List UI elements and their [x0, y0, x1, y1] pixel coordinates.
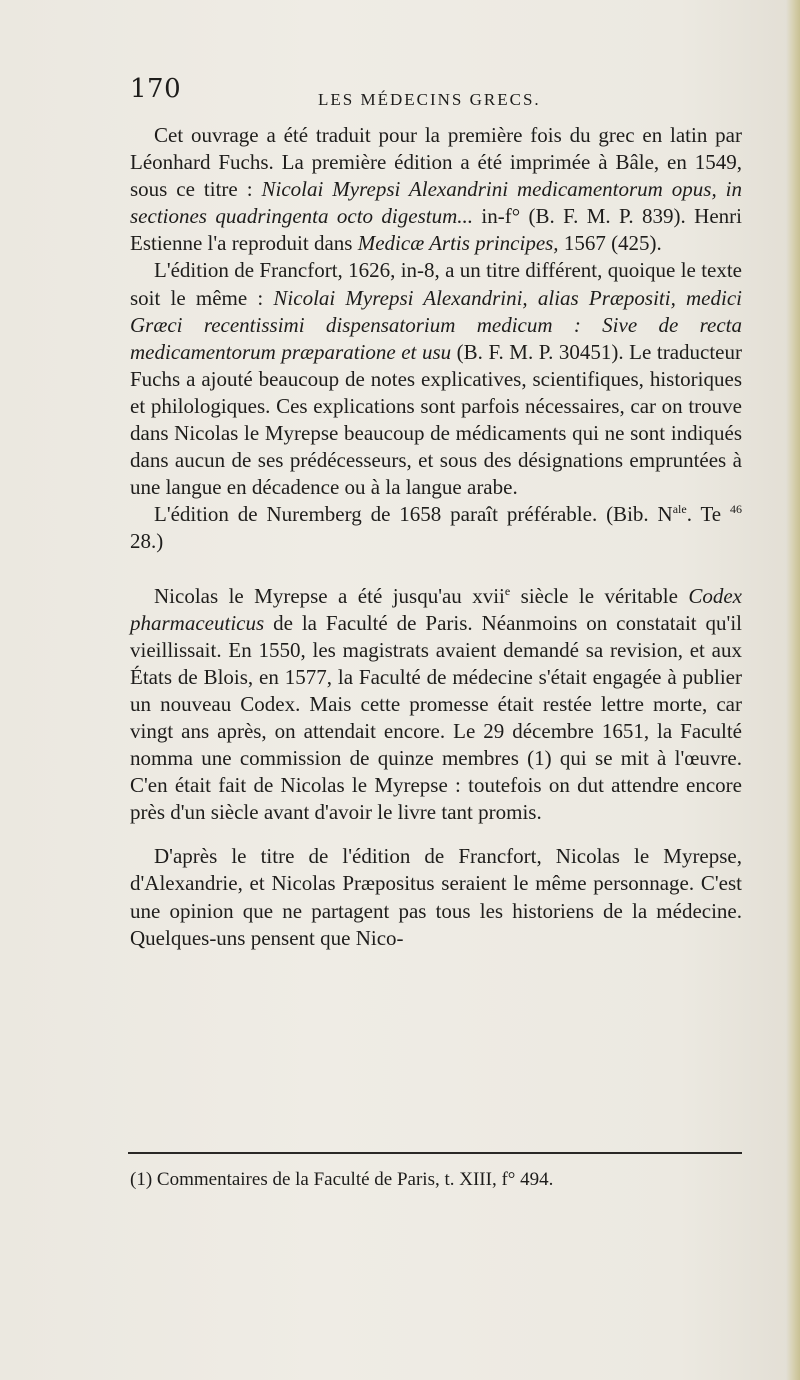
p1-text-c: in-f° (B. F. M. P. 839). Henri Estienne l'a reproduit dans — [130, 204, 742, 256]
p4-text-a: Nicolas le Myrepse a été jusqu'au xvii — [154, 583, 505, 608]
p3-text-a: L'édition de Nuremberg de 1658 paraît préférable. (Bib. N — [154, 502, 673, 527]
p4-text-b: siècle le véritable — [510, 583, 689, 608]
paragraph-5: D'après le titre de l'édition de Francfort, Nicolas le Myrepse, d'Alexandrie, et Nicolas Præpositus seraient le même personnage. C'est une opinion que ne partagent pas tous les historiens de la médecine. Quelques-uns pensent que Nico- — [130, 844, 742, 950]
footnote: (1) Commentaires de la Faculté de Paris, t. XIII, f° 494. — [130, 1169, 554, 1190]
paragraph-3 — [130, 501, 742, 555]
p4-sup-e: e — [504, 583, 511, 598]
running-title: LES MÉDECINS GRECS. — [318, 90, 541, 109]
p2-text-c: (B. F. M. P. 30451). Le traducteur Fuchs a ajouté beaucoup de notes explicatives, scientifiques, historiques et philologiques. Ces explications sont parfois nécessaires, car on trouve dans Nicolas le Myrepse beaucoup de médicaments qui ne sont indiqués dans aucun de ses prédécesseurs, et sous des désignations empruntées à une langue en décadence ou à la langue arabe. — [130, 339, 742, 500]
p2-text-a: L'édition de Francfort, 1626, in-8, a un titre différent, quoique le texte soit le même : — [130, 258, 742, 310]
page-edge — [786, 0, 800, 1380]
p4-codex-title: Codex pharmaceuticus — [130, 583, 742, 635]
p1-title-medicae: Medicæ Artis principes, — [357, 231, 559, 256]
p3-sup-ale: ale — [672, 502, 687, 517]
page-number: 170 — [130, 74, 182, 104]
p1-text-e: 1567 (425). — [558, 231, 662, 256]
p4-text-d: de la Faculté de Paris. Néanmoins on constatait qu'il vieillissait. En 1550, les magistrats avaient demandé sa revision, et aux États de Blois, en 1577, la Faculté de médecine s'était engagée à publier un nouveau Codex. Mais cette promesse était restée lettre morte, car vingt ans après, on attendait encore. Le 29 décembre 1651, la Faculté nomma une commission de quinze membres (1) qui se mit à l'œuvre. C'en était fait de Nicolas le Myrepse : toutefois on dut attendre encore près d'un siècle avant d'avoir le livre tant promis. — [130, 610, 742, 825]
p1-title-latin: Nicolai Myrepsi Alexandrini medicamentorum opus, in sectiones quadringenta octo digestum... — [130, 177, 742, 229]
p3-text-c: 28.) — [130, 529, 164, 554]
p2-title-latin: Nicolai Myrepsi Alexandrini, alias Præpositi, medici Græci recentissimi dispensatorium medicum : Sive de recta medicamentorum præparatione et usu — [130, 285, 742, 364]
paragraph-2 — [130, 257, 742, 501]
paragraph-1 — [130, 122, 742, 257]
paragraph-4 — [130, 583, 742, 827]
p3-text-b: . Te — [686, 502, 730, 527]
body-text — [130, 122, 742, 952]
footnote-rule — [128, 1152, 742, 1154]
p3-sup-46: 46 — [730, 502, 742, 517]
p1-text-a: Cet ouvrage a été traduit pour la première fois du grec en latin par Léonhard Fuchs. La première édition a été imprimée à Bâle, en 1549, sous ce titre : — [130, 123, 742, 202]
